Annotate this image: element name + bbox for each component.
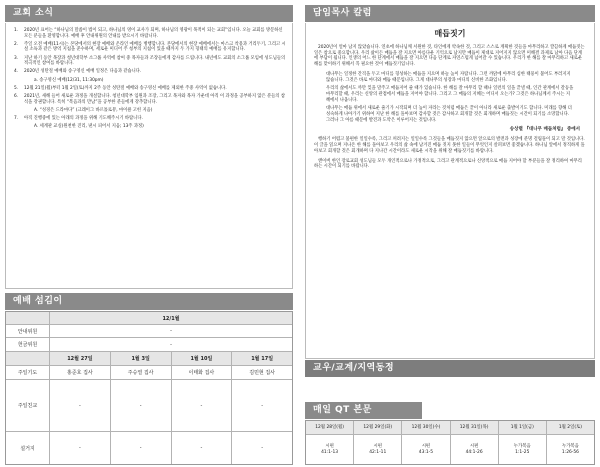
date-header: 12월 27일 xyxy=(50,352,111,365)
qt-day: 1월 1일(금) xyxy=(499,421,547,434)
month-header: 12/1월 xyxy=(162,315,180,322)
qt-day: 12월 30일(수) xyxy=(402,421,450,434)
news-subitem: A. 세계관 교실(원천한 진리, 낸시 피어서 지음; 13주 과정) xyxy=(34,124,144,130)
qt-day: 1월 2일(토) xyxy=(558,424,583,430)
table-row xyxy=(6,338,292,352)
table-cell: - xyxy=(170,341,172,348)
table-cell: 주승열 집사 xyxy=(111,366,172,379)
table-cell: - xyxy=(261,445,264,451)
date-header: 1월 17일 xyxy=(251,356,274,362)
table-cell: - xyxy=(111,432,172,464)
table-row xyxy=(306,421,594,435)
worship-servants-header: 예배 섬김이 xyxy=(5,293,293,310)
table-cell: - xyxy=(261,402,264,409)
table-cell: - xyxy=(111,380,172,431)
church-news-header: 교회 소식 xyxy=(5,5,293,22)
table-row xyxy=(6,380,292,432)
table-cell: 이태화 집사 xyxy=(172,366,233,379)
row-label: 주일친교 xyxy=(6,380,50,431)
qt-day: 12월 28일(월) xyxy=(306,421,354,434)
news-item: 3. 지난 하기 동안 목장과 청년대학부 소그룹 사역에 참여 중 목자들과 조장들에게 감사를 드립니다. 내년에도 교회의 소그룹 모임에 성도님들의 적극적인 참여를 바랍니다. xyxy=(14,55,286,67)
daily-qt-table xyxy=(305,420,595,465)
table-cell: 김민현 집사 xyxy=(249,370,275,376)
table-row xyxy=(6,432,292,464)
qt-passage: 누가복음 1:26-56 xyxy=(561,443,579,455)
row-label: 설거지 xyxy=(6,432,50,464)
table-row xyxy=(6,325,292,338)
qt-passage: 시편 41:1-13 xyxy=(306,435,354,464)
qt-day: 12월 31일(목) xyxy=(451,421,499,434)
column-paragraph: 행하기 어렵고 불편한 일일수록, 그리고 꺼려지는 일일수록 그것들을 매듭짓지 않으면 앞으로의 발전과 성장에 분명 걸림돌이 되고 말 것입니다. 이 글을 읽으며 지나온 한 해를 돌아보고 우리의 삶 속에 남겨진 매듭 짓지 못한 일들이 무엇인지 살펴보면 좋겠습니다. 하나님 앞에서 정직하게 돌아보고 회개할 것은 회개하며 다 지나간 시간이라도 새로운 시작을 위해 잘 매듭짓기를 바랍니다. xyxy=(314,137,585,154)
news-item: 6. 2021년, 새해 들어 새로운 과정을 개설합니다. 청년대학부 임원과 조장, 그리고 목자와 목자 가운데 아직 이 과정을 공부하지 않은 분들의 참석을 강권합니다. 특히 “복음과의 만남”을 공부한 분들에게 강추합니다. xyxy=(14,93,285,105)
column-title: 매듭짓기 xyxy=(434,28,466,38)
quote-paragraph: 대나무는 매듭 위에서 새로운 줄기가 시작되며 더 높이 자라는 것처럼 매듭은 끝이 아니라 새로운 출발이기도 합니다. 미래를 향해 더 성숙하게 나아가기 위하여 지난 한 해를 돌아보며 감사할 것은 감사하고 회개할 것은 회개하며 매듭짓는 시간이 되기를 소망합니다. 그러나 그 아름 때문에 발견과 도약은 이루어지는 것입니다. xyxy=(326,106,572,123)
column-paragraph: 2020년이 얼마 남지 않았습니다. 연초에 하나님께 서원한 것, 타인에게 약속한 것, 그리고 스스로 계획한 것들을 마무리하고 깔끔하게 매듭짓는 일은 참으로 중요합니다. 우리 삶이든 매듭을 잘 지으면 아름다운 기억으로 남지만 매듭이 제대로 지어지지 않으면 미해결 과제로 남아 다음 단계에 부담이 됩니다. 인생의 어느 한 단계에서 매듭을 잘 지으면 다음 단계로 자연스럽게 넘어갈 수 있습니다. 우리가 한 해를 잘 마무리하고 새로운 해를 맞이하기 위해서 꼭 필요한 것이 매듭짓기입니다. xyxy=(314,45,585,68)
worship-servants-table xyxy=(5,311,293,465)
quote-paragraph: 우리의 삶에서도 까만 잊을 말주고 매듭지어 줄 때가 있습니다. 한 해를 잘 마무리 할 때나 일련의 일을 끝낼 때, 인간 관계에서 갈등을 마무리할 때, 우리는 신앙의 관점에서 매듭을 지어야 합니다. 그리고 그 매듭의 지혜는 어디서 오는가? 그것은 하나님께서 주시는 지혜에서 나옵니다. xyxy=(326,86,574,103)
row-label: 안내위원 xyxy=(6,325,50,337)
date-header: 1월 10일 xyxy=(172,352,233,365)
date-header: 1월 3일 xyxy=(111,352,172,365)
table-row xyxy=(6,312,292,325)
qt-passage: 시편 44:1-26 xyxy=(451,435,499,464)
qt-passage: 누가복음 1:1-25 xyxy=(499,435,547,464)
table-row xyxy=(6,366,292,380)
table-cell: - xyxy=(172,380,233,431)
community-news-header: 교우/교계/지역동정 xyxy=(305,360,595,377)
qt-passage: 시편 42:1-11 xyxy=(354,435,402,464)
qt-passage: 시편 43:1-5 xyxy=(402,435,450,464)
table-cell: - xyxy=(50,432,111,464)
table-cell: - xyxy=(170,328,172,334)
news-item: 4. 2020년 성탄절 예배와 송구영신 예배 일정은 다음과 같습니다. xyxy=(14,69,142,75)
quote-paragraph: 대나무는 일정한 간격을 두고 마디를 형성하는 매듭을 지으며 하늘 높이 자랍니다. 그런 까닭에 아무리 심한 태풍이 불어도 부러지지 않습니다. 그것은 바로 마디와 매듭 때문입니다. 그게 대나무의 성장과 마디의 신비한 조화입니다. xyxy=(326,71,571,83)
news-item: 7. 아직 진행중에 있는 아래의 과정을 위해 기도해주시기 바랍니다. xyxy=(14,115,143,121)
row-label: 헌금위원 xyxy=(6,338,50,351)
news-subitem: A. “성경은 드라마다” (크레이그 바르톨로뮤, 마이클 고힌 지음) xyxy=(34,107,153,113)
pastor-column-header: 담임목사 칼럼 xyxy=(305,5,595,22)
qt-day: 12월 29일(화) xyxy=(354,421,402,434)
church-news-panel xyxy=(5,23,293,289)
news-item: 2. 주일 오전 예배(11시)는 본당에서의 현장 예배와 온라인 예배를 병행합니다. 본당에서의 현장 예배에서는 마스크 착용과 거리두기, 그리고 시설 소독과 같은 방역 지침을 준수하며, 세로운 미디어 주 청부의 지침이 있을 때까지 두 가지 형태의 예배를 유지합니다. xyxy=(14,41,286,53)
table-cell: - xyxy=(172,432,233,464)
table-cell: 홍준호 집사 xyxy=(50,366,111,379)
table-row xyxy=(306,435,594,464)
daily-qt-header: 매일 QT 본문 xyxy=(305,402,422,419)
pastor-column-panel xyxy=(305,23,595,359)
table-cell: - xyxy=(50,380,111,431)
news-item: 1. 2020년 표어는 “하나님의 말씀이 법이 되고, 하나님의 영이 교사가 되며, 하나님의 영광이 목적이 되는 교회”입니다. 오늘 교회를 방문하신 모든 분들을 환영합니다. 예배 후 안내위원의 안내를 받으시기 바랍니다. xyxy=(14,28,283,39)
table-row xyxy=(6,352,292,366)
column-paragraph: 앤이버 한인 장로교회 성도님들 모두 개인적으로나 가정적으로, 그리고 관계적으로나 신앙적으로 매듭 지어야 할 부분들을 잘 정리하여 마무리하는 시간이 되기를 바랍니다. xyxy=(314,158,582,170)
news-item: 5. 12월 21일(월)부터 1월 2일(토)까지 2주 동안 성탄절 예배와 송구영신 예배를 제외한 주중 사역이 없습니다. xyxy=(14,85,227,91)
row-label: 주일기도 xyxy=(6,366,50,379)
quote-citation: 송상렬 『대나무 매듭처럼』 중에서 xyxy=(509,127,580,133)
news-subitem: a. 송구영신 예배(12/31, 11:30pm) xyxy=(34,77,104,83)
